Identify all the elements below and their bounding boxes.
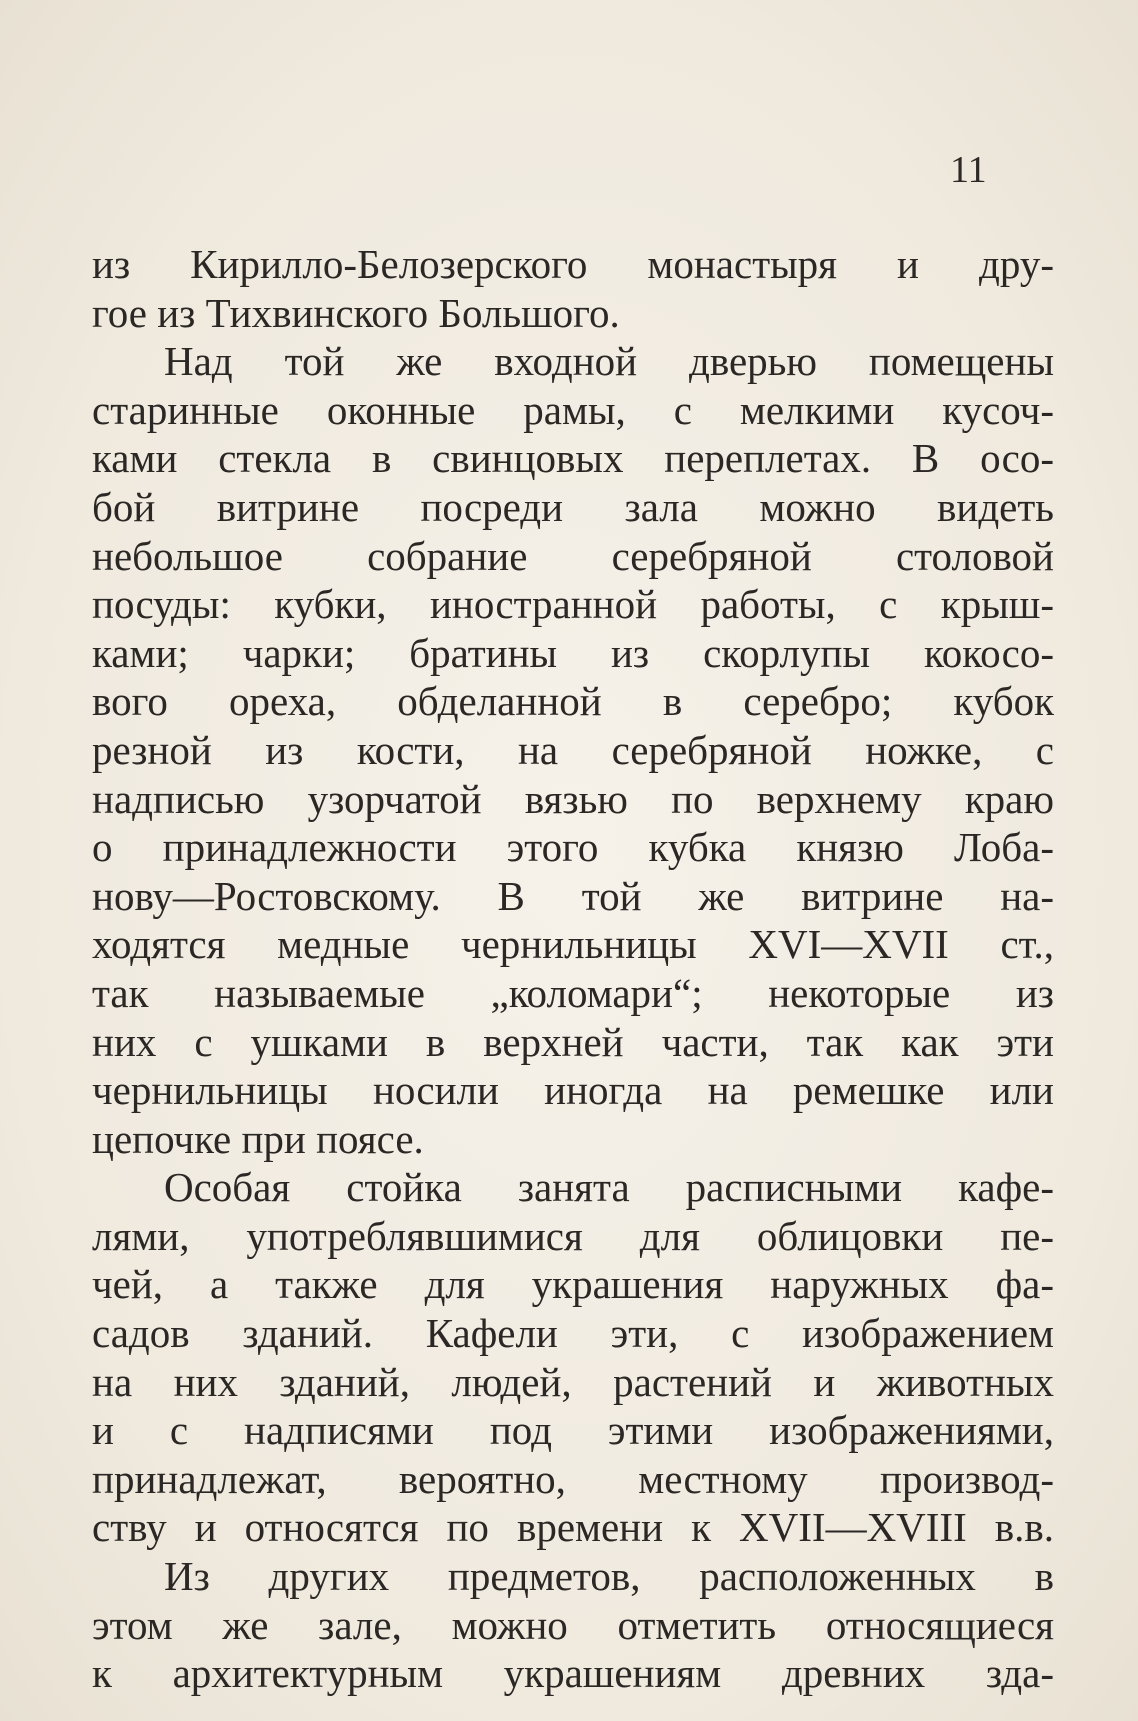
text-line: и с надписями под этими изображениями, <box>92 1407 1054 1454</box>
text-line: бой витрине посреди зала можно видеть <box>92 483 1054 530</box>
text-line: чей, а также для украшения наружных фа- <box>92 1261 1054 1308</box>
text-line: Особая стойка занята расписными кафе- <box>164 1164 1054 1211</box>
text-line: принадлежат, вероятно, местному производ- <box>92 1455 1054 1502</box>
text-line: цепочке при поясе. <box>92 1115 424 1162</box>
text-line: о принадлежности этого кубка князю Лоба- <box>92 824 1054 871</box>
text-line: ходятся медные чернильницы XVI—XVII ст., <box>92 921 1054 968</box>
text-line: гое из Тихвинского Большого. <box>92 289 620 336</box>
text-line: ками; чарки; братины из скорлупы кокосо- <box>92 629 1054 676</box>
text-line: ству и относятся по времени к XVII—XVIII в.в. <box>92 1504 1054 1551</box>
page-number: 11 <box>950 149 987 191</box>
text-line: лями, употреблявшимися для облицовки пе- <box>92 1212 1054 1259</box>
text-line: них с ушками в верхней части, так как эти <box>92 1018 1054 1065</box>
text-line: садов зданий. Кафели эти, с изображением <box>92 1310 1054 1357</box>
text-line: ками стекла в свинцовых переплетах. В осо- <box>92 435 1054 482</box>
text-line: чернильницы носили иногда на ремешке или <box>92 1067 1054 1114</box>
text-line: небольшое собрание серебряной столовой <box>92 532 1054 579</box>
text-line: к архитектурным украшениям древних зда- <box>92 1650 1054 1697</box>
text-line: так называемые „коломари“; некоторые из <box>92 969 1054 1016</box>
text-line: нову—Ростовскому. В той же витрине на- <box>92 872 1054 919</box>
text-line: из Кирилло-Белозерского монастыря и дру- <box>92 241 1054 287</box>
text-line: посуды: кубки, иностранной работы, с крыш- <box>92 581 1054 628</box>
text-line: надписью узорчатой вязью по верхнему краю <box>92 775 1054 822</box>
text-line: на них зданий, людей, растений и животных <box>92 1358 1054 1405</box>
text-line: этом же зале, можно отметить относящиеся <box>92 1601 1054 1648</box>
text-line: старинные оконные рамы, с мелкими кусоч- <box>92 386 1054 433</box>
text-line: Над той же входной дверью помещены <box>164 338 1054 385</box>
text-line: резной из кости, на серебряной ножке, с <box>92 726 1054 773</box>
body-text <box>92 240 1054 1698</box>
text-line: Из других предметов, расположенных в <box>164 1553 1054 1600</box>
text-line: вого ореха, обделанной в серебро; кубок <box>92 678 1054 725</box>
